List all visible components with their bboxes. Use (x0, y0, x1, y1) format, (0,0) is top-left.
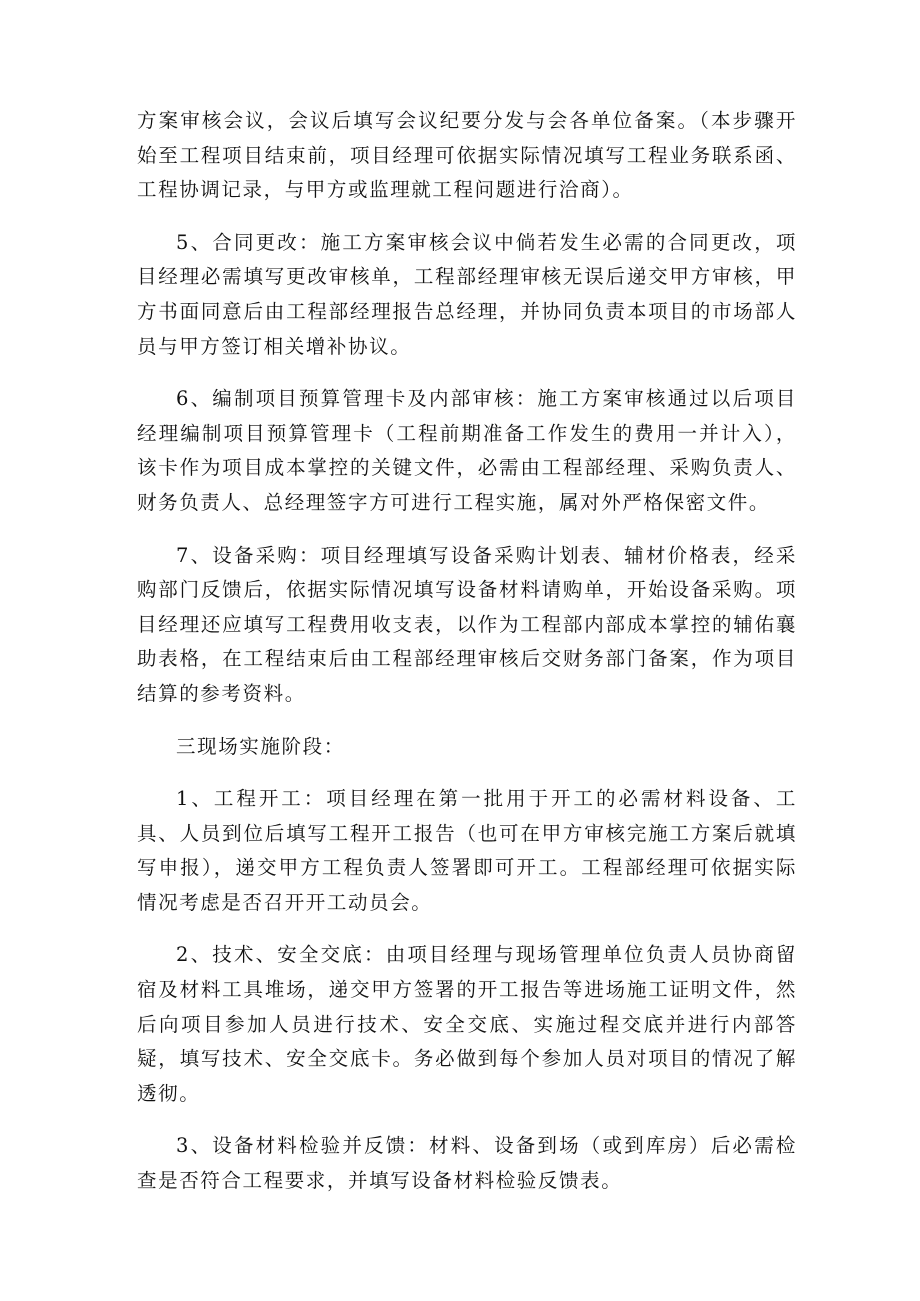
paragraph-material-inspection: 3、设备材料检验并反馈：材料、设备到场（或到库房）后必需检查是否符合工程要求，并填写设备材料检验反馈表。 (137, 1134, 797, 1193)
paragraph-safety-briefing: 2、技术、安全交底：由项目经理与现场管理单位负责人员协商留宿及材料工具堆场，递交甲方签署的开工报告等进场施工证明文件，然后向项目参加人员进行技术、安全交底、实施过程交底并进行内部答疑，填写技术、安全交底卡。务必做到每个参加人员对项目的情况了解透彻。 (137, 943, 797, 1105)
paragraph-equipment-purchase: 7、设备采购：项目经理填写设备采购计划表、辅材价格表，经采购部门反馈后，依据实际情况填写设备材料请购单，开始设备采购。项目经理还应填写工程费用收支表，以作为工程部内部成本掌控的辅佑襄助表格，在工程结束后由工程部经理审核后交财务部门备案，作为项目结算的参考资料。 (137, 543, 797, 705)
paragraph-budget-card: 6、编制项目预算管理卡及内部审核：施工方案审核通过以后项目经理编制项目预算管理卡（工程前期准备工作发生的费用一并计入），该卡作为项目成本掌控的关键文件，必需由工程部经理、采购负责人、财务负责人、总经理签字方可进行工程实施，属对外严格保密文件。 (137, 387, 797, 514)
paragraph-contract-change: 5、合同更改：施工方案审核会议中倘若发生必需的合同更改，项目经理必需填写更改审核单，工程部经理审核无误后递交甲方审核，甲方书面同意后由工程部经理报告总经理，并协同负责本项目的市场部人员与甲方签订相关增补协议。 (137, 230, 797, 358)
section-heading-site-implementation: 三现场实施阶段： (176, 734, 345, 758)
paragraph-continuation: 方案审核会议，会议后填写会议纪要分发与会各单位备案。（本步骤开始至工程项目结束前，项目经理可依据实际情况填写工程业务联系函、工程协调记录，与甲方或监理就工程问题进行洽商）。 (137, 109, 797, 202)
paragraph-project-start: 1、工程开工：项目经理在第一批用于开工的必需材料设备、工具、人员到位后填写工程开工报告（也可在甲方审核完施工方案后就填写申报），递交甲方工程负责人签署即可开工。工程部经理可依据实际情况考虑是否召开开工动员会。 (137, 787, 797, 914)
document-body (137, 104, 797, 1217)
